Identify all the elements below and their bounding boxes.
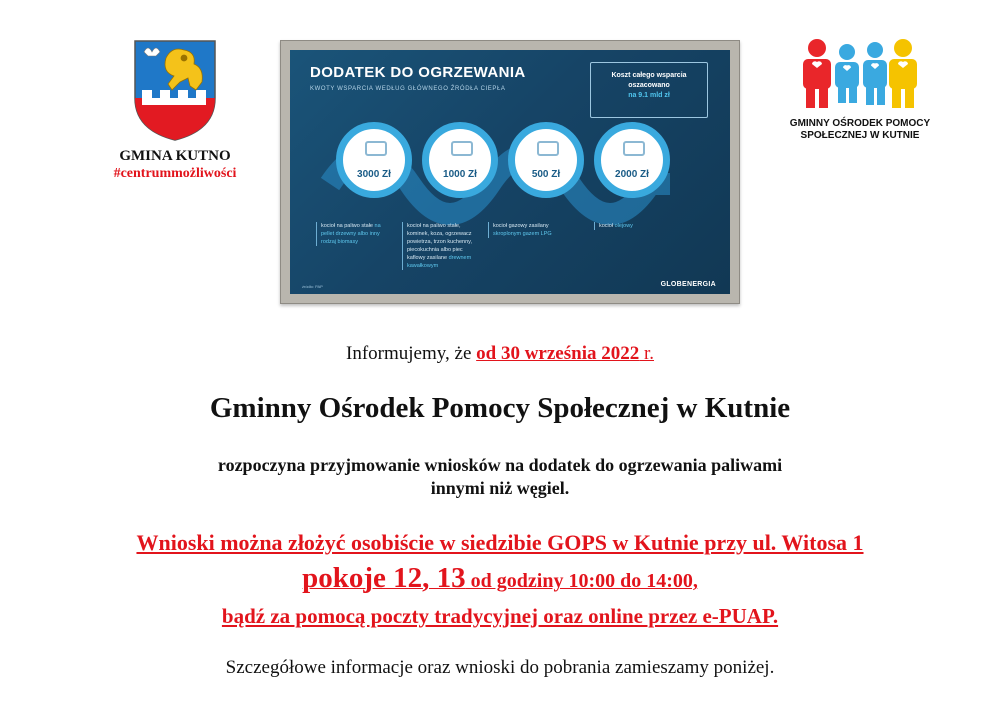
rooms-text: pokoje 12, 13 — [302, 562, 466, 594]
amount-note-2 — [402, 222, 477, 270]
footer-note: Szczegółowe informacje oraz wnioski do pobrania zamieszamy poniżej. — [225, 657, 775, 678]
hours-text: od godziny 10:00 do 14:00, — [465, 570, 698, 592]
inform-line — [0, 343, 1000, 365]
heating-allowance-infographic — [280, 40, 740, 304]
infographic-cost-box — [590, 62, 708, 118]
page-title: Gminny Ośrodek Pomocy Społecznej w Kutnie — [209, 392, 791, 424]
amount-note-1 — [316, 222, 391, 246]
infographic-subtitle: KWOTY WSPARCIA WEDŁUG GŁÓWNEGO ŹRÓDŁA CIEPŁA — [310, 86, 506, 92]
gmina-tagline: #centrummożliwości — [113, 166, 237, 181]
inform-prefix: Informujemy, że — [346, 343, 477, 364]
note-highlight: olejowy — [614, 223, 633, 229]
cost-box-line1: Koszt całego wsparcia — [611, 72, 687, 79]
amount-label: 1000 Zł — [443, 169, 477, 180]
amount-label: 3000 Zł — [357, 169, 391, 180]
submission-info-line2 — [0, 562, 1000, 595]
pipe-icon — [623, 141, 645, 156]
submission-info-line3: bądź za pomocą poczty tradycyjnej oraz online przez e-PUAP. — [221, 604, 779, 628]
gops-name — [780, 118, 940, 142]
gmina-kutno-logo — [100, 38, 250, 188]
note-highlight: drewnem kawałkowym — [407, 255, 472, 269]
note-text: kocioł gazowy zasilany — [493, 223, 549, 229]
note-text: kocioł — [599, 223, 614, 229]
amount-circle-1 — [336, 122, 412, 198]
pipe-icon — [537, 141, 559, 156]
gmina-name: GMINA KUTNO — [119, 148, 231, 164]
infographic-screen — [290, 50, 730, 294]
infographic-source: źródło: PAP — [302, 284, 323, 289]
note-highlight: na pellet drzewny albo inny rodzaj biomasy — [321, 223, 381, 245]
amount-note-4 — [594, 222, 669, 230]
amount-circle-3 — [508, 122, 584, 198]
infographic-brand: GLOBENERGIA — [660, 281, 716, 288]
amount-circle-4 — [594, 122, 670, 198]
note-highlight: skroplonym gazem LPG — [493, 231, 552, 237]
pipe-icon — [365, 141, 387, 156]
amount-circle-2 — [422, 122, 498, 198]
pipe-icon — [451, 141, 473, 156]
amount-note-3 — [488, 222, 563, 238]
gops-name-line2: SPOŁECZNEJ W KUTNIE — [800, 130, 920, 141]
body-text-line1: rozpoczyna przyjmowanie wniosków na dodatek do ogrzewania paliwami — [217, 455, 783, 475]
note-text: kocioł na paliwo stałe, kominek, koza, ogrzewacz powietrza, trzon kuchenny, piecokuchnia albo piec kaflowy zasilane — [407, 223, 473, 261]
note-text: kocioł na paliwo stałe — [321, 223, 373, 229]
amount-label: 2000 Zł — [615, 169, 649, 180]
infographic-title: DODATEK DO OGRZEWANIA — [310, 64, 526, 81]
amount-label: 500 Zł — [531, 169, 561, 180]
family-figures-icon — [797, 38, 923, 110]
body-text-line2: innymi niż węgiel. — [430, 478, 570, 498]
start-date: od 30 września 2022 — [476, 343, 640, 364]
gops-name-line1: GMINNY OŚRODEK POMOCY — [789, 118, 931, 129]
gops-logo — [780, 38, 940, 142]
cost-box-line3: na 9.1 mld zł — [628, 92, 670, 99]
inform-suffix: r. — [639, 343, 654, 364]
cost-box-line2: oszacowano — [628, 82, 670, 89]
submission-info-line1: Wnioski można złożyć osobiście w siedzibie GOPS w Kutnie przy ul. Witosa 1 — [136, 530, 864, 555]
coat-of-arms-icon — [132, 38, 218, 142]
